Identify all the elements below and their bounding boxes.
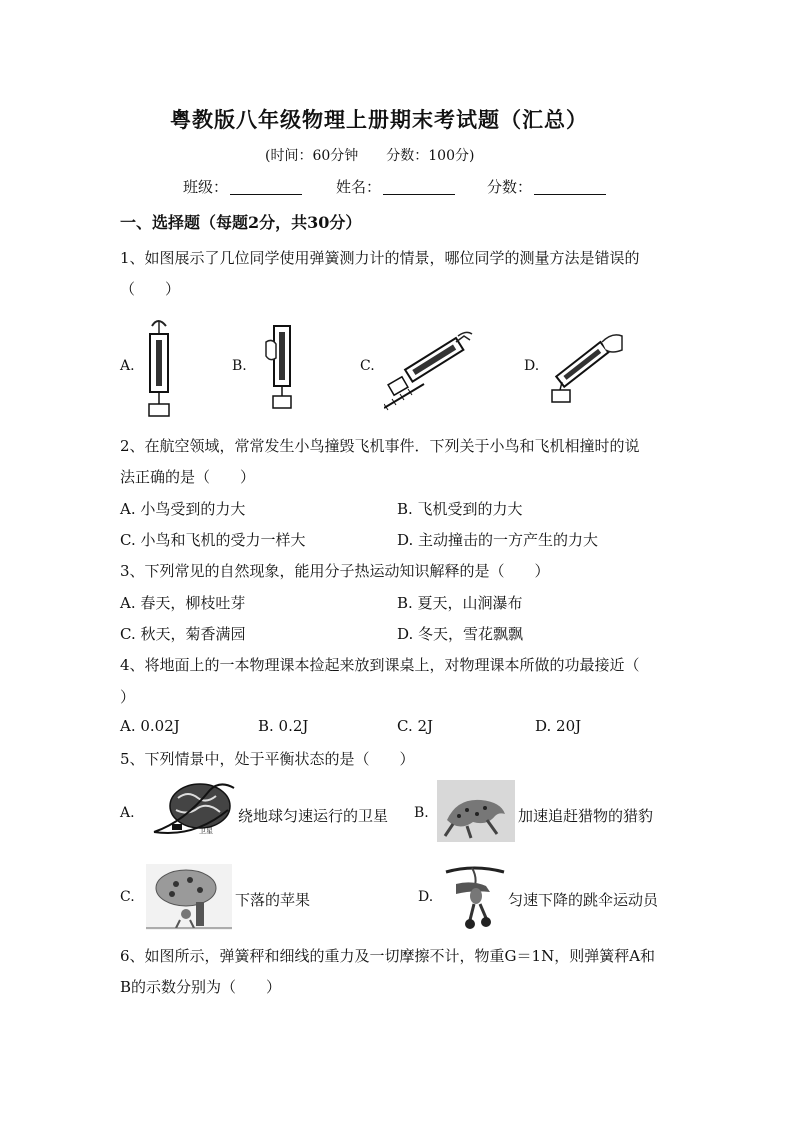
q5-text: 5、下列情景中，处于平衡状态的是（ ） bbox=[120, 750, 415, 768]
name-label: 姓名： bbox=[336, 178, 382, 196]
cheetah-image bbox=[437, 780, 515, 842]
exam-subtitle: (时间：60分钟 分数：100分) bbox=[265, 148, 475, 164]
q3-option-d[interactable]: D. 冬天，雪花飘飘 bbox=[397, 625, 524, 643]
q5-label-a[interactable]: A. bbox=[120, 805, 135, 821]
q3-option-a[interactable]: A. 春天，柳枝吐芽 bbox=[120, 594, 246, 612]
spring-scale-figure-d bbox=[548, 328, 624, 404]
q5-caption-b: 加速追赶猎物的猎豹 bbox=[518, 807, 654, 825]
apple-tree-image bbox=[146, 864, 232, 930]
q1-label-d: D. bbox=[524, 358, 540, 374]
q1-label-a: A. bbox=[120, 358, 135, 374]
class-field bbox=[183, 176, 302, 197]
spring-scale-figure-c bbox=[384, 322, 478, 412]
spring-scale-figure-b bbox=[262, 322, 302, 412]
q2-option-d[interactable]: D. 主动撞击的一方产生的力大 bbox=[397, 531, 599, 549]
q4-option-b[interactable]: B. 0.2J bbox=[258, 717, 309, 735]
q5-caption-a: 绕地球匀速运行的卫星 bbox=[238, 807, 389, 825]
q4-option-d[interactable]: D. 20J bbox=[535, 717, 582, 735]
q2-option-c[interactable]: C. 小鸟和飞机的受力一样大 bbox=[120, 531, 306, 549]
q5-caption-c: 下落的苹果 bbox=[235, 891, 311, 909]
class-label: 班级： bbox=[183, 178, 229, 196]
q4-option-c[interactable]: C. 2J bbox=[397, 717, 434, 735]
q2-option-a[interactable]: A. 小鸟受到的力大 bbox=[120, 500, 246, 518]
q2-option-b[interactable]: B. 飞机受到的力大 bbox=[397, 500, 523, 518]
q1-label-c: C. bbox=[360, 358, 375, 374]
exam-title: 粤教版八年级物理上册期末考试题（汇总） bbox=[170, 107, 588, 132]
score-field bbox=[487, 176, 606, 197]
section-heading: 一、选择题（每题2分，共30分） bbox=[120, 213, 362, 232]
q5-caption-d: 匀速下降的跳伞运动员 bbox=[508, 891, 659, 909]
satellite-orbit-image bbox=[148, 780, 240, 842]
q3-text: 3、下列常见的自然现象，能用分子热运动知识解释的是（ ） bbox=[120, 562, 550, 580]
score-label: 分数： bbox=[487, 178, 533, 196]
q5-label-d[interactable]: D. bbox=[418, 889, 434, 905]
q4-text-line1: 4、将地面上的一本物理课本捡起来放到课桌上，对物理课本所做的功最接近（ bbox=[120, 656, 640, 674]
parachutist-image bbox=[442, 862, 508, 932]
q5-label-b[interactable]: B. bbox=[414, 805, 429, 821]
q2-text-line2: 法正确的是（ ） bbox=[120, 468, 256, 486]
class-blank[interactable] bbox=[230, 180, 302, 195]
satellite-tag: 卫星 bbox=[199, 827, 213, 835]
score-blank[interactable] bbox=[534, 180, 606, 195]
q1-text-line2: （ ） bbox=[120, 280, 181, 298]
q3-option-c[interactable]: C. 秋天，菊香满园 bbox=[120, 625, 246, 643]
q4-option-a[interactable]: A. 0.02J bbox=[120, 717, 180, 735]
q6-text-line1: 6、如图所示，弹簧秤和细线的重力及一切摩擦不计，物重G＝1N，则弹簧秤A和 bbox=[120, 947, 656, 965]
name-blank[interactable] bbox=[383, 180, 455, 195]
q3-option-b[interactable]: B. 夏天，山涧瀑布 bbox=[397, 594, 523, 612]
q6-text-line2: B的示数分别为（ ） bbox=[120, 978, 282, 996]
q1-text-line1: 1、如图展示了几位同学使用弹簧测力计的情景，哪位同学的测量方法是错误的 bbox=[120, 249, 640, 267]
name-field bbox=[336, 176, 455, 197]
q2-text-line1: 2、在航空领域，常常发生小鸟撞毁飞机事件．下列关于小鸟和飞机相撞时的说 bbox=[120, 437, 640, 455]
q1-label-b: B. bbox=[232, 358, 247, 374]
q4-text-line2: ） bbox=[120, 688, 136, 706]
spring-scale-figure-a bbox=[140, 314, 178, 418]
q5-label-c[interactable]: C. bbox=[120, 889, 135, 905]
